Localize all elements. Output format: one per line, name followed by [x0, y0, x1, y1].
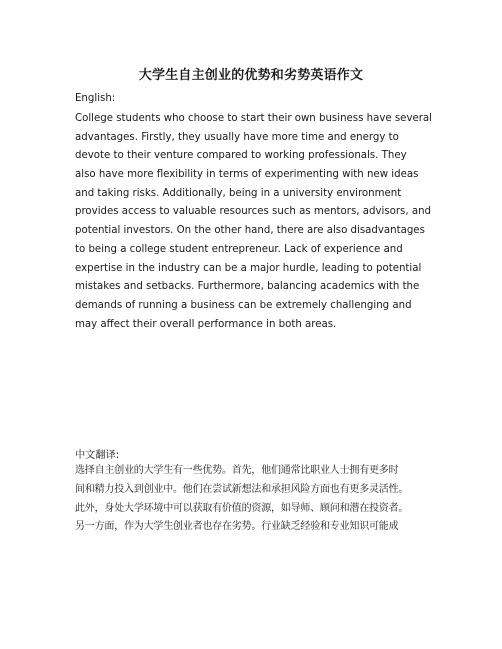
- chinese-line: 选择自主创业的大学生有一些优势。首先，他们通常比职业人士拥有更多时: [75, 465, 399, 476]
- english-line: devote to their venture compared to working professionals. They: [75, 150, 407, 162]
- chinese-line: 此外，身处大学环境中可以获取有价值的资源，如导师、顾问和潜在投资者。: [75, 502, 409, 514]
- english-line: College students who choose to start their own business have several: [75, 113, 433, 124]
- english-paragraph: [75, 110, 475, 334]
- english-line: also have more flexibility in terms of experimenting with new ideas: [75, 169, 419, 181]
- english-line: expertise in the industry can be a major hurdle, leading to potential: [75, 262, 422, 274]
- english-line: provides access to valuable resources such as mentors, advisors, and: [75, 206, 431, 218]
- document-title: 大学生自主创业的优势和劣势英语作文: [138, 68, 364, 83]
- chinese-paragraph: [75, 462, 475, 537]
- chinese-line: 另一方面，作为大学生创业者也存在劣势。行业缺乏经验和专业知识可能成: [75, 521, 399, 533]
- english-line: advantages. Firstly, they usually have more time and energy to: [75, 131, 399, 143]
- chinese-section-label: 中文翻译:: [75, 450, 120, 461]
- english-line: may affect their overall performance in both areas.: [75, 318, 337, 330]
- english-line: demands of running a business can be extremely challenging and: [75, 299, 412, 311]
- english-line: potential investors. On the other hand, there are also disadvantages: [75, 225, 425, 237]
- english-line: to being a college student entrepreneur. Lack of experience and: [75, 243, 403, 255]
- chinese-line: 间和精力投入到创业中。他们在尝试新想法和承担风险方面也有更多灵活性。: [75, 483, 409, 495]
- english-line: and taking risks. Additionally, being in a university environment: [75, 187, 402, 199]
- english-line: mistakes and setbacks. Furthermore, balancing academics with the: [75, 281, 420, 293]
- english-section-label: English:: [75, 93, 116, 104]
